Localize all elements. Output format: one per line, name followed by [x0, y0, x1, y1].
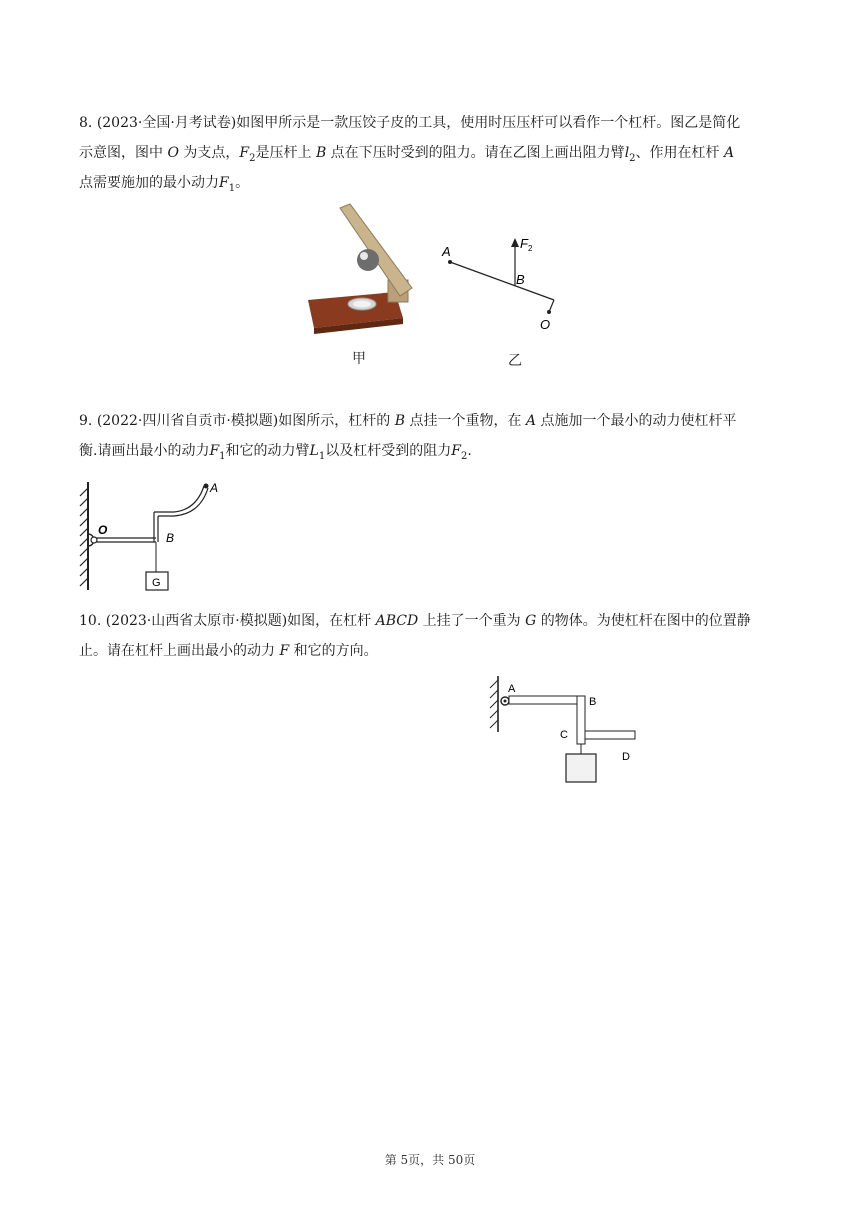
math-symbol: F: [209, 443, 220, 459]
wall-hatching: [80, 488, 88, 586]
question-text: 为支点，: [178, 145, 240, 161]
press-ball: [357, 249, 379, 271]
question-text: 是压杆上: [255, 145, 316, 161]
question-text: 如图甲所示是一款压饺子皮的工具，使用时压压杆可以看作一个杠杆。图乙是简化: [236, 115, 741, 131]
question-number: 9.: [79, 413, 93, 429]
label-o: O: [540, 317, 551, 332]
label-b: B: [166, 531, 175, 545]
label-a: A: [508, 683, 516, 695]
question-9: [79, 406, 791, 466]
math-symbol: F: [451, 443, 461, 459]
label-c: C: [560, 729, 568, 741]
question-9-line-2: [79, 436, 791, 466]
math-subscript: 1: [318, 450, 326, 462]
question-number: 8.: [79, 115, 93, 131]
question-text: .: [467, 443, 472, 459]
lever-line: [450, 262, 554, 300]
question-8-line-1: [79, 108, 791, 138]
question-9-line-1: [79, 406, 791, 436]
wall-hatching: [490, 680, 498, 728]
math-symbol: F: [239, 145, 250, 161]
question-text: 止。请在杠杆上画出最小的动力: [79, 643, 280, 659]
math-symbol: l: [624, 145, 630, 161]
question-source: (2022·四川省自贡市·模拟题): [96, 413, 279, 429]
math-symbol: F: [279, 643, 290, 659]
label-a: A: [210, 481, 219, 495]
dumpling-press-photo: [300, 200, 420, 340]
question-text: 。: [235, 175, 250, 191]
label-a: A: [442, 244, 451, 259]
question-text: 示意图，图中: [79, 145, 168, 161]
math-symbol: G: [525, 613, 537, 629]
question-source: (2023·全国·月考试卷): [96, 115, 237, 131]
question-text: 以及杠杆受到的阻力: [325, 443, 452, 459]
question-8: [79, 108, 791, 198]
question-10-line-2: [79, 636, 791, 666]
math-subscript: 1: [228, 182, 236, 194]
question-text: 、作用在杠杆: [635, 145, 724, 161]
label-o: O: [98, 523, 108, 537]
press-lever: [340, 204, 412, 296]
question-8-line-2: [79, 138, 791, 168]
math-symbol: ABCD: [375, 613, 419, 629]
math-symbol: A: [724, 145, 735, 161]
lever-diagram-q10: [484, 674, 644, 786]
caption-jia: 甲: [352, 351, 366, 367]
point-a: [448, 260, 452, 264]
question-text: 和它的动力臂: [225, 443, 310, 459]
weight: [566, 754, 596, 782]
question-text: 点在下压时受到的阻力。请在乙图上画出阻力臂: [326, 145, 625, 161]
question-text: 如图，在杠杆: [287, 613, 376, 629]
question-text: 如图所示，杠杆的: [278, 413, 395, 429]
segment-ab: [509, 696, 583, 704]
question-text: 和它的方向。: [289, 643, 378, 659]
math-symbol: L: [309, 443, 319, 459]
lever-diagram-q9: [74, 476, 224, 594]
segment-cd: [585, 731, 635, 739]
caption-yi: 乙: [508, 353, 522, 369]
math-symbol: B: [315, 145, 327, 161]
question-number: 10.: [79, 613, 102, 629]
math-symbol: O: [167, 145, 179, 161]
segment-bc: [577, 696, 585, 744]
math-subscript: 1: [219, 450, 226, 462]
math-subscript: 2: [249, 152, 256, 164]
label-g: G: [152, 577, 161, 589]
question-text: 点需要施加的最小动力: [79, 175, 219, 191]
label-b: B: [589, 696, 597, 708]
question-10-line-1: [79, 606, 791, 636]
label-f-sub: 2: [528, 244, 533, 253]
question-8-line-3: [79, 168, 791, 198]
math-subscript: 2: [629, 152, 636, 164]
label-d: D: [622, 751, 630, 763]
label-b: B: [516, 272, 525, 287]
lever-diagram-yi: [436, 232, 566, 337]
question-text: 衡.请画出最小的动力: [79, 443, 210, 459]
point-a: [204, 484, 209, 489]
page-footer: 第 5页，共 50页: [384, 1153, 476, 1167]
math-subscript: 2: [460, 450, 468, 462]
question-text: 上挂了一个重为: [418, 613, 526, 629]
math-symbol: F: [219, 175, 229, 191]
label-f: F: [520, 236, 528, 251]
math-symbol: B: [394, 413, 406, 429]
question-text: 点挂一个重物，在: [405, 413, 526, 429]
question-text: 点施加一个最小的动力使杠杆平: [536, 413, 737, 429]
question-text: 的物体。为使杠杆在图中的位置静: [536, 613, 751, 629]
math-symbol: A: [525, 413, 537, 429]
question-source: (2023·山西省太原市·模拟题): [105, 613, 288, 629]
point-o: [547, 310, 551, 314]
question-10: [79, 606, 791, 666]
